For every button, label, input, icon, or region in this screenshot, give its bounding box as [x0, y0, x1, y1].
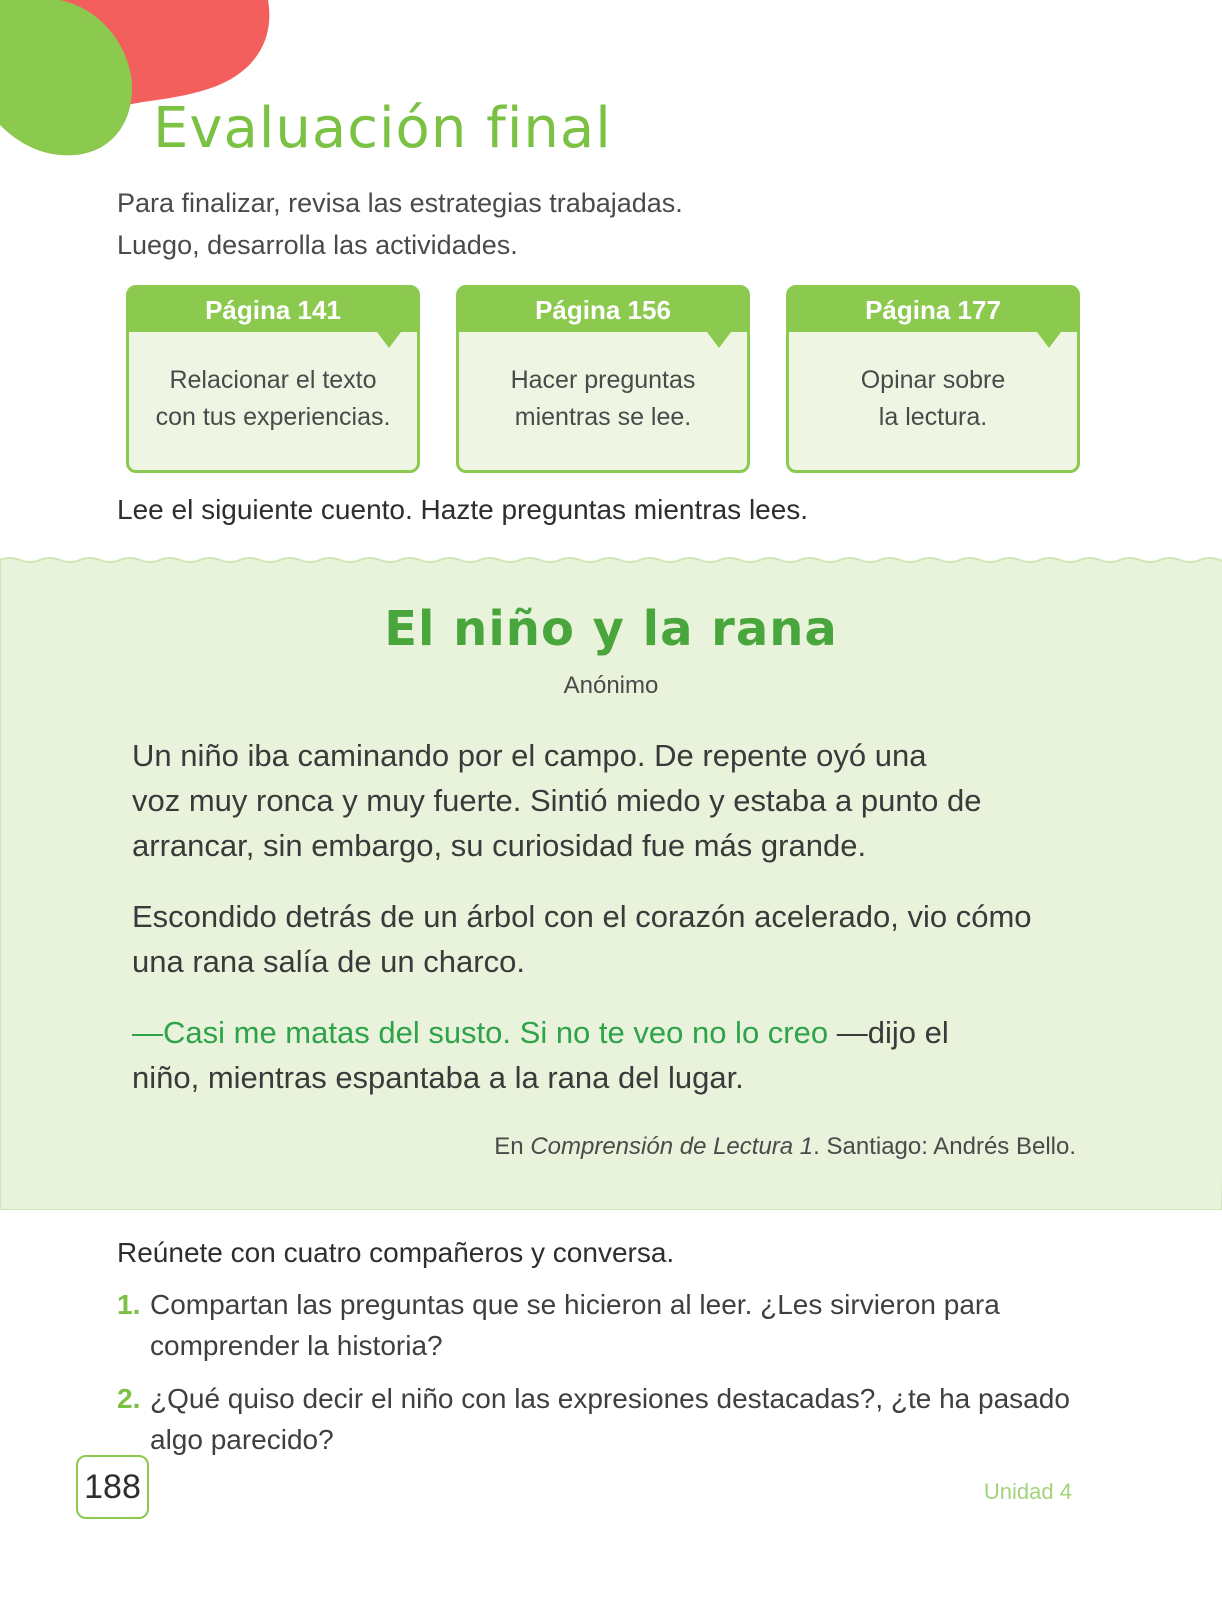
card-body [129, 332, 417, 436]
story-paragraph [132, 894, 1092, 984]
intro-line: Para finalizar, revisa las estrategias trabajadas. [117, 188, 683, 218]
story-line [132, 1010, 1092, 1055]
card-body-line: mientras se lee. [514, 403, 692, 431]
reading-instruction: Lee el siguiente cuento. Hazte preguntas mientras lees. [117, 494, 809, 525]
question-line: algo parecido? [150, 1424, 334, 1455]
source-prefix: En [494, 1133, 531, 1160]
notch-icon [377, 332, 401, 348]
strategy-card-1 [126, 285, 420, 473]
story-body [132, 733, 1092, 1126]
card-heading [459, 288, 747, 332]
activity-heading: Reúnete con cuatro compañeros y conversa. [117, 1237, 675, 1268]
strategy-card-2 [456, 285, 750, 473]
story-line: arrancar, sin embargo, su curiosidad fue más grande. [132, 828, 867, 863]
card-body-line: con tus experiencias. [155, 403, 391, 431]
notch-icon [707, 332, 731, 348]
card-body-line: Hacer preguntas [510, 366, 696, 394]
story-paragraph [132, 733, 1092, 868]
question-number: 2. [117, 1383, 141, 1414]
story-line: una rana salía de un charco. [132, 944, 525, 979]
story-author: Anónimo [563, 672, 659, 699]
highlighted-expression: —Casi me matas del susto. Si no te veo no lo creo [132, 1015, 829, 1050]
question-item [117, 1378, 1097, 1460]
card-heading-label: Página 156 [535, 295, 671, 325]
story-line: Un niño iba caminando por el campo. De repente oyó una [132, 738, 927, 773]
card-heading-label: Página 177 [865, 295, 1001, 325]
dialogue-tag: —dijo el [828, 1015, 949, 1050]
card-heading [129, 288, 417, 332]
page-number: 188 [76, 1455, 149, 1519]
question-number: 1. [117, 1289, 141, 1320]
question-list [117, 1284, 1097, 1472]
strategy-cards [126, 285, 1096, 475]
story-line: Escondido detrás de un árbol con el corazón acelerado, vio cómo [132, 899, 1032, 934]
card-body-line: Opinar sobre [860, 366, 1006, 394]
story-title: El niño y la rana [384, 601, 838, 657]
question-line: ¿Qué quiso decir el niño con las expresiones destacadas?, ¿te ha pasado [150, 1383, 1070, 1414]
story-source [494, 1133, 1076, 1161]
notch-icon [1037, 332, 1061, 348]
story-line: voz muy ronca y muy fuerte. Sintió miedo y estaba a punto de [132, 783, 982, 818]
card-body-line: Relacionar el texto [169, 366, 377, 394]
card-body [459, 332, 747, 436]
source-book: Comprensión de Lectura 1 [530, 1133, 814, 1160]
card-heading [789, 288, 1077, 332]
question-item [117, 1284, 1097, 1366]
strategy-card-3 [786, 285, 1080, 473]
page-title: Evaluación final [153, 96, 612, 161]
unit-label: Unidad 4 [983, 1479, 1072, 1504]
story-panel [0, 548, 1222, 1210]
question-line: Compartan las preguntas que se hicieron al leer. ¿Les sirvieron para [150, 1289, 1000, 1320]
card-heading-label: Página 141 [205, 295, 341, 325]
intro-line: Luego, desarrolla las actividades. [117, 230, 518, 260]
card-body-line: la lectura. [878, 403, 988, 431]
story-line: niño, mientras espantaba a la rana del lugar. [132, 1060, 744, 1095]
source-suffix: . Santiago: Andrés Bello. [813, 1133, 1076, 1160]
story-paragraph [132, 1010, 1092, 1100]
intro-text [117, 182, 683, 266]
card-body [789, 332, 1077, 436]
question-line: comprender la historia? [150, 1330, 443, 1361]
